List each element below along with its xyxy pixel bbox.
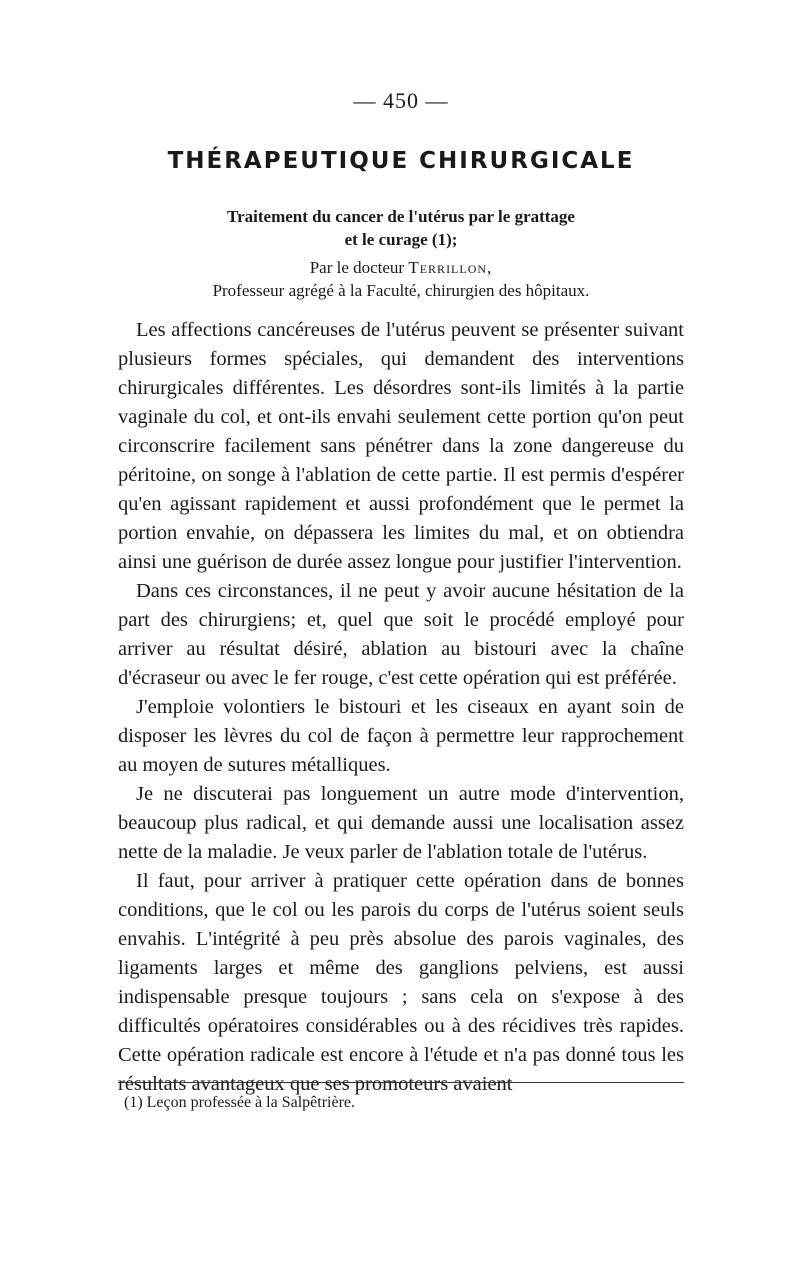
paragraph-2: Dans ces circonstances, il ne peut y avoir aucune hésitation de la part des chirurgiens; et, quel que soit le procédé employé pour arriver au résultat désiré, ablation au bistouri avec la chaîne d'écraseur ou avec le fer rouge, c'est cette opération qui est préférée. (118, 580, 684, 689)
paragraph-5: Il faut, pour arriver à pratiquer cette opération dans de bonnes conditions, que le col ou les parois du corps de l'utérus soient seuls envahis. L'intégrité à peu près absolue des parois vaginales, des ligaments larges et même des ganglions pelviens, est aussi indispensable presque toujours ; sans cela on s'expose à des difficultés opératoires considérables ou à des récidives très rapides. Cette opération radicale est encore à l'étude et n'a pas donné tous les résultats avantageux que ses promoteurs avaient (118, 870, 684, 1095)
paragraph-1: Les affections cancéreuses de l'utérus peuvent se présenter suivant plusieurs formes spéciales, qui demandent des interventions chirurgicales différentes. Les désordres sont-ils limités à la partie vaginale du col, et ont-ils envahi seulement cette portion qu'on peut circonscrire facilement sans pénétrer dans la zone dangereuse du péritoine, on songe à l'ablation de cette partie. Il est permis d'espérer qu'en agissant rapidement et aussi profondément que le permet la portion envahie, on dépassera les limites du mal, et on obtiendra ainsi une guérison de durée assez longue pour justifier l'intervention. (118, 319, 684, 573)
body-text (118, 316, 684, 1099)
author-position: Professeur agrégé à la Faculté, chirurgien des hôpitaux. (212, 281, 590, 300)
section-title: THÉRAPEUTIQUE CHIRURGICALE (167, 148, 635, 174)
article-title (118, 205, 684, 251)
author-prefix: Par le docteur (309, 258, 409, 277)
document-page (118, 0, 684, 1262)
paragraph-4: Je ne discuterai pas longuement un autre mode d'intervention, beaucoup plus radical, et qui demande aussi une localisation assez nette de la maladie. Je veux parler de l'ablation totale de l'utérus. (118, 783, 684, 863)
author-line (118, 256, 684, 279)
page-number: — 450 — (353, 88, 449, 113)
footnote-divider (118, 1082, 684, 1083)
byline (118, 256, 684, 302)
article-title-line-2: et le curage (1); (344, 230, 458, 249)
author-name: Terrillon, (408, 258, 493, 277)
article-title-line-1: Traitement du cancer de l'utérus par le grattage (227, 207, 575, 226)
paragraph-3: J'emploie volontiers le bistouri et les ciseaux en ayant soin de disposer les lèvres du col de façon à permettre leur rapprochement au moyen de sutures métalliques. (118, 696, 684, 776)
footnote: (1) Leçon professée à la Salpêtrière. (124, 1094, 355, 1111)
